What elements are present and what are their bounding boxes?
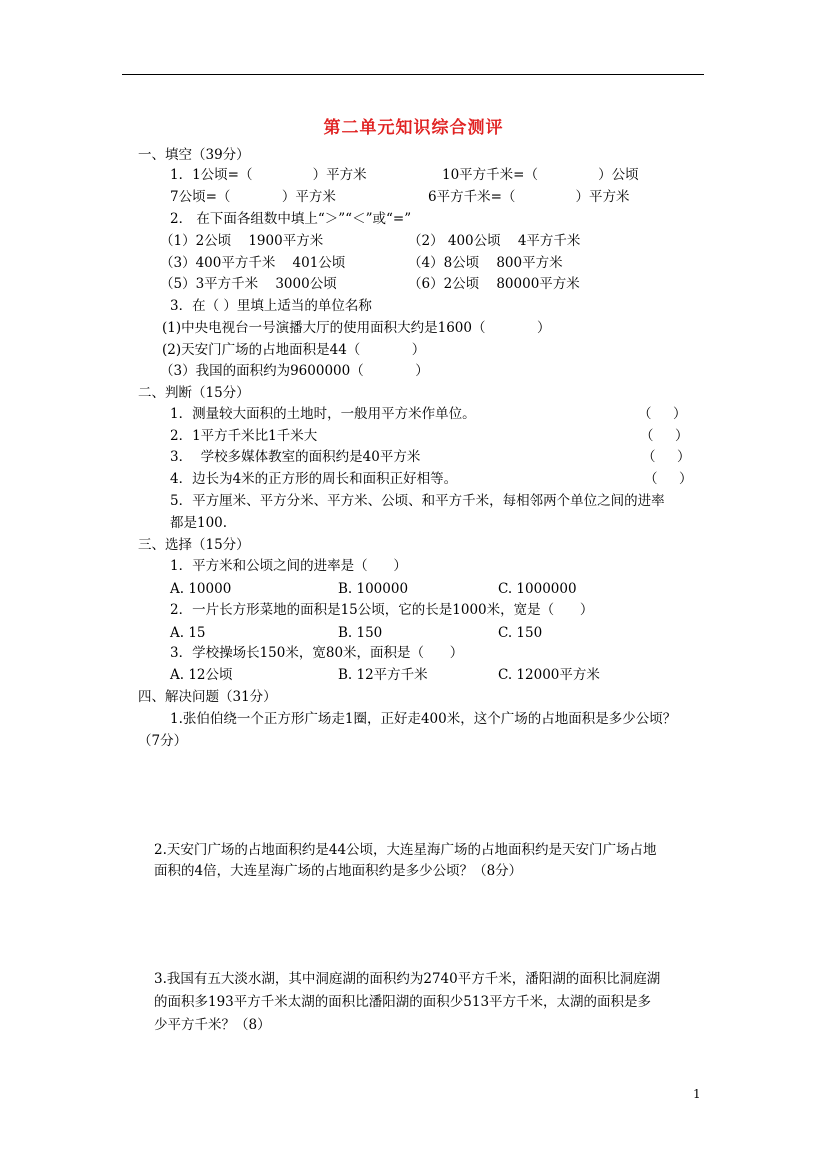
question-line: 都是100. [170, 515, 228, 531]
question-line: （2） 400公顷 4平方千米 [408, 233, 581, 249]
problem-line: 1.张伯伯绕一个正方形广场走1圈，正好走400米，这个广场的占地面积是多少公顷？ [170, 711, 677, 727]
answer-parens: （ ） [642, 449, 691, 465]
option-b: B. 100000 [338, 581, 409, 597]
option-b: B. 12平方千米 [338, 667, 428, 683]
question-line: (2)天安门广场的占地面积是44（ ） [162, 342, 426, 358]
question-line: 2． 在下面各组数中填上“＞”“＜”或“=” [170, 211, 412, 227]
problem-line: 的面积多193平方千米太湖的面积比潘阳湖的面积少513平方千米，太湖的面积是多 [154, 994, 652, 1010]
question-line: （3）400平方千米 401公顷 [160, 255, 346, 271]
problem-line: 少平方千米？（8） [154, 1017, 271, 1033]
document-title: 第二单元知识综合测评 [323, 118, 504, 138]
option-a: A. 12公顷 [170, 667, 233, 683]
problem-line: 3.我国有五大淡水湖，其中洞庭湖的面积约为2740平方千米，潘阳湖的面积比洞庭湖 [154, 971, 661, 987]
question-line: 5．平方厘米、平方分米、平方米、公顷、和平方千米，每相邻两个单位之间的进率 [170, 493, 665, 509]
option-a: A. 10000 [170, 581, 232, 597]
problem-line: 2.天安门广场的占地面积约是44公顷，大连星海广场的占地面积约是天安门广场占地 [154, 842, 657, 858]
question-line: 6平方千米=（ ）平方米 [428, 189, 630, 205]
question-line: 3．在（ ）里填上适当的单位名称 [170, 298, 372, 314]
option-b: B. 150 [338, 625, 383, 641]
problem-line: 面积的4倍，大连星海广场的占地面积约是多少公顷？（8分） [154, 863, 523, 879]
question-line: 1．1公顷=（ ）平方米 [170, 167, 367, 183]
section-heading: 二、判断（15分） [138, 385, 250, 401]
question-line: 4．边长为4米的正方形的周长和面积正好相等。 [170, 471, 458, 487]
question-line: 3．学校操场长150米，宽80米，面积是（ ） [170, 645, 464, 661]
question-line: (1)中央电视台一号演播大厅的使用面积大约是1600（ ） [162, 320, 551, 336]
question-line: 7公顷=（ ）平方米 [170, 189, 336, 205]
question-line: （5）3平方千米 3000公顷 [160, 276, 337, 292]
option-c: C. 150 [498, 625, 543, 641]
question-line: （1）2公顷 1900平方米 [160, 233, 324, 249]
option-c: C. 1000000 [498, 581, 577, 597]
option-a: A. 15 [170, 625, 206, 641]
question-line: 3． 学校多媒体教室的面积约是40平方米 [170, 449, 421, 465]
answer-parens: （ ） [638, 406, 687, 422]
question-line: 2．一片长方形菜地的面积是15公顷，它的长是1000米，宽是（ ） [170, 602, 594, 618]
question-line: 1．测量较大面积的土地时，一般用平方米作单位。 [170, 406, 476, 422]
question-line: （4）8公顷 800平方米 [408, 255, 563, 271]
question-line: 10平方千米=（ ）公顷 [442, 167, 639, 183]
section-heading: 四、解决问题（31分） [138, 689, 277, 705]
section-heading: 一、填空（39分） [138, 147, 250, 163]
question-line: 1．平方米和公顷之间的进率是（ ） [170, 558, 407, 574]
section-heading: 三、选择（15分） [138, 537, 250, 553]
answer-parens: （ ） [640, 428, 689, 444]
header-rule [122, 74, 704, 75]
question-line: （3）我国的面积约为9600000（ ） [160, 363, 429, 379]
page-number: 1 [693, 1087, 701, 1101]
question-line: （6）2公顷 80000平方米 [408, 276, 580, 292]
problem-line: （7分） [138, 733, 188, 749]
option-c: C. 12000平方米 [498, 667, 600, 683]
answer-parens: （ ） [644, 471, 693, 487]
question-line: 2．1平方千米比1千米大 [170, 428, 318, 444]
